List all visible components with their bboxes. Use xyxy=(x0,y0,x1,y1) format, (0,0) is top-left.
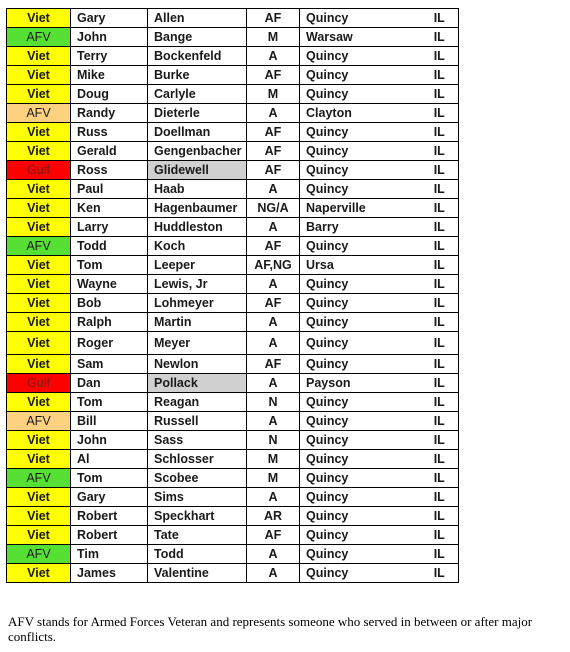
last-name-cell: Todd xyxy=(148,545,247,564)
first-name-cell: Robert xyxy=(71,507,148,526)
city-cell: Quincy xyxy=(300,9,416,28)
first-name-cell: Larry xyxy=(71,218,148,237)
last-name-cell: Doellman xyxy=(148,123,247,142)
last-name-cell: Reagan xyxy=(148,393,247,412)
first-name-cell: Gerald xyxy=(71,142,148,161)
last-name-cell: Glidewell xyxy=(148,161,247,180)
branch-cell: N xyxy=(247,431,300,450)
state-cell: IL xyxy=(421,275,459,294)
era-cell: Viet xyxy=(7,256,71,275)
table-row xyxy=(7,47,459,66)
last-name-cell: Carlyle xyxy=(148,85,247,104)
table-row xyxy=(7,488,459,507)
city-cell: Quincy xyxy=(300,161,416,180)
first-name-cell: Bob xyxy=(71,294,148,313)
city-cell: Quincy xyxy=(300,142,416,161)
era-cell: AFV xyxy=(7,104,71,123)
table-row xyxy=(7,564,459,583)
first-name-cell: Doug xyxy=(71,85,148,104)
first-name-cell: Ross xyxy=(71,161,148,180)
branch-cell: AF xyxy=(247,294,300,313)
first-name-cell: Gary xyxy=(71,488,148,507)
afv-footnote: AFV stands for Armed Forces Veteran and represents someone who served in between or after major conflicts. xyxy=(8,614,533,644)
city-cell: Quincy xyxy=(300,237,416,256)
table-row xyxy=(7,218,459,237)
era-cell: Viet xyxy=(7,180,71,199)
state-cell: IL xyxy=(421,104,459,123)
state-cell: IL xyxy=(421,313,459,332)
table-row xyxy=(7,142,459,161)
last-name-cell: Russell xyxy=(148,412,247,431)
state-cell: IL xyxy=(421,199,459,218)
branch-cell: A xyxy=(247,374,300,393)
city-cell: Quincy xyxy=(300,469,416,488)
city-cell: Payson xyxy=(300,374,416,393)
table-row xyxy=(7,256,459,275)
table-row xyxy=(7,104,459,123)
state-cell: IL xyxy=(421,256,459,275)
state-cell: IL xyxy=(421,355,459,374)
city-cell: Quincy xyxy=(300,545,416,564)
era-cell: Viet xyxy=(7,313,71,332)
first-name-cell: Paul xyxy=(71,180,148,199)
state-cell: IL xyxy=(421,66,459,85)
state-cell: IL xyxy=(421,142,459,161)
table-row xyxy=(7,313,459,332)
last-name-cell: Valentine xyxy=(148,564,247,583)
city-cell: Clayton xyxy=(300,104,416,123)
table-row xyxy=(7,374,459,393)
first-name-cell: Ralph xyxy=(71,313,148,332)
first-name-cell: James xyxy=(71,564,148,583)
city-cell: Ursa xyxy=(300,256,416,275)
last-name-cell: Huddleston xyxy=(148,218,247,237)
state-cell: IL xyxy=(421,507,459,526)
table-row xyxy=(7,355,459,374)
branch-cell: AR xyxy=(247,507,300,526)
table-row xyxy=(7,275,459,294)
branch-cell: M xyxy=(247,85,300,104)
last-name-cell: Pollack xyxy=(148,374,247,393)
last-name-cell: Gengenbacher xyxy=(148,142,247,161)
last-name-cell: Sass xyxy=(148,431,247,450)
era-cell: Viet xyxy=(7,9,71,28)
first-name-cell: Wayne xyxy=(71,275,148,294)
city-cell: Quincy xyxy=(300,355,416,374)
branch-cell: AF xyxy=(247,526,300,545)
city-cell: Quincy xyxy=(300,66,416,85)
first-name-cell: Sam xyxy=(71,355,148,374)
era-cell: Viet xyxy=(7,218,71,237)
era-cell: Gulf xyxy=(7,161,71,180)
last-name-cell: Lewis, Jr xyxy=(148,275,247,294)
table-row xyxy=(7,545,459,564)
first-name-cell: Mike xyxy=(71,66,148,85)
branch-cell: A xyxy=(247,104,300,123)
era-cell: Viet xyxy=(7,450,71,469)
last-name-cell: Bockenfeld xyxy=(148,47,247,66)
table-row xyxy=(7,450,459,469)
table-row xyxy=(7,9,459,28)
branch-cell: AF xyxy=(247,237,300,256)
first-name-cell: Terry xyxy=(71,47,148,66)
last-name-cell: Lohmeyer xyxy=(148,294,247,313)
branch-cell: N xyxy=(247,393,300,412)
state-cell: IL xyxy=(421,393,459,412)
state-cell: IL xyxy=(421,161,459,180)
era-cell: Viet xyxy=(7,507,71,526)
branch-cell: NG/A xyxy=(247,199,300,218)
state-cell: IL xyxy=(421,564,459,583)
city-cell: Quincy xyxy=(300,313,416,332)
table-row xyxy=(7,66,459,85)
branch-cell: A xyxy=(247,218,300,237)
branch-cell: A xyxy=(247,332,300,355)
state-cell: IL xyxy=(421,47,459,66)
era-cell: Viet xyxy=(7,142,71,161)
veteran-roster-table xyxy=(6,8,459,583)
branch-cell: A xyxy=(247,545,300,564)
table-row xyxy=(7,431,459,450)
last-name-cell: Burke xyxy=(148,66,247,85)
branch-cell: A xyxy=(247,47,300,66)
branch-cell: A xyxy=(247,275,300,294)
first-name-cell: Tom xyxy=(71,393,148,412)
last-name-cell: Speckhart xyxy=(148,507,247,526)
state-cell: IL xyxy=(421,9,459,28)
city-cell: Quincy xyxy=(300,180,416,199)
first-name-cell: Gary xyxy=(71,9,148,28)
city-cell: Warsaw xyxy=(300,28,416,47)
state-cell: IL xyxy=(421,526,459,545)
era-cell: AFV xyxy=(7,237,71,256)
branch-cell: M xyxy=(247,469,300,488)
table-row xyxy=(7,332,459,355)
last-name-cell: Schlosser xyxy=(148,450,247,469)
state-cell: IL xyxy=(421,294,459,313)
last-name-cell: Meyer xyxy=(148,332,247,355)
table-row xyxy=(7,294,459,313)
first-name-cell: Tom xyxy=(71,469,148,488)
era-cell: Viet xyxy=(7,294,71,313)
branch-cell: A xyxy=(247,180,300,199)
era-cell: AFV xyxy=(7,28,71,47)
state-cell: IL xyxy=(421,85,459,104)
last-name-cell: Martin xyxy=(148,313,247,332)
city-cell: Naperville xyxy=(300,199,416,218)
state-cell: IL xyxy=(421,450,459,469)
state-cell: IL xyxy=(421,28,459,47)
last-name-cell: Leeper xyxy=(148,256,247,275)
era-cell: Viet xyxy=(7,393,71,412)
state-cell: IL xyxy=(421,431,459,450)
table-row xyxy=(7,161,459,180)
branch-cell: M xyxy=(247,28,300,47)
state-cell: IL xyxy=(421,412,459,431)
city-cell: Quincy xyxy=(300,85,416,104)
first-name-cell: Dan xyxy=(71,374,148,393)
table-row xyxy=(7,85,459,104)
city-cell: Quincy xyxy=(300,275,416,294)
era-cell: AFV xyxy=(7,469,71,488)
table-row xyxy=(7,180,459,199)
first-name-cell: Todd xyxy=(71,237,148,256)
table-row xyxy=(7,526,459,545)
last-name-cell: Hagenbaumer xyxy=(148,199,247,218)
state-cell: IL xyxy=(421,237,459,256)
era-cell: Viet xyxy=(7,85,71,104)
last-name-cell: Newlon xyxy=(148,355,247,374)
table-row xyxy=(7,237,459,256)
branch-cell: AF xyxy=(247,66,300,85)
last-name-cell: Sims xyxy=(148,488,247,507)
last-name-cell: Tate xyxy=(148,526,247,545)
last-name-cell: Haab xyxy=(148,180,247,199)
state-cell: IL xyxy=(421,545,459,564)
era-cell: Viet xyxy=(7,431,71,450)
era-cell: Viet xyxy=(7,488,71,507)
branch-cell: A xyxy=(247,488,300,507)
city-cell: Quincy xyxy=(300,294,416,313)
era-cell: Gulf xyxy=(7,374,71,393)
branch-cell: A xyxy=(247,564,300,583)
era-cell: Viet xyxy=(7,564,71,583)
state-cell: IL xyxy=(421,180,459,199)
roster-body xyxy=(7,9,459,583)
city-cell: Quincy xyxy=(300,393,416,412)
branch-cell: M xyxy=(247,450,300,469)
city-cell: Quincy xyxy=(300,332,416,355)
city-cell: Quincy xyxy=(300,564,416,583)
branch-cell: AF xyxy=(247,142,300,161)
state-cell: IL xyxy=(421,488,459,507)
era-cell: Viet xyxy=(7,47,71,66)
branch-cell: AF,NG xyxy=(247,256,300,275)
era-cell: Viet xyxy=(7,355,71,374)
branch-cell: AF xyxy=(247,9,300,28)
first-name-cell: Ken xyxy=(71,199,148,218)
first-name-cell: John xyxy=(71,28,148,47)
state-cell: IL xyxy=(421,218,459,237)
branch-cell: A xyxy=(247,412,300,431)
city-cell: Quincy xyxy=(300,47,416,66)
first-name-cell: Tim xyxy=(71,545,148,564)
era-cell: Viet xyxy=(7,526,71,545)
era-cell: Viet xyxy=(7,66,71,85)
first-name-cell: Robert xyxy=(71,526,148,545)
first-name-cell: Tom xyxy=(71,256,148,275)
city-cell: Quincy xyxy=(300,450,416,469)
state-cell: IL xyxy=(421,374,459,393)
city-cell: Quincy xyxy=(300,123,416,142)
last-name-cell: Dieterle xyxy=(148,104,247,123)
city-cell: Quincy xyxy=(300,507,416,526)
city-cell: Quincy xyxy=(300,431,416,450)
state-cell: IL xyxy=(421,332,459,355)
era-cell: Viet xyxy=(7,123,71,142)
first-name-cell: Al xyxy=(71,450,148,469)
first-name-cell: Randy xyxy=(71,104,148,123)
table-row xyxy=(7,469,459,488)
city-cell: Quincy xyxy=(300,412,416,431)
city-cell: Quincy xyxy=(300,526,416,545)
table-row xyxy=(7,28,459,47)
branch-cell: AF xyxy=(247,123,300,142)
table-row xyxy=(7,123,459,142)
first-name-cell: John xyxy=(71,431,148,450)
era-cell: Viet xyxy=(7,332,71,355)
first-name-cell: Roger xyxy=(71,332,148,355)
city-cell: Quincy xyxy=(300,488,416,507)
first-name-cell: Bill xyxy=(71,412,148,431)
last-name-cell: Scobee xyxy=(148,469,247,488)
branch-cell: A xyxy=(247,313,300,332)
last-name-cell: Bange xyxy=(148,28,247,47)
table-row xyxy=(7,412,459,431)
city-cell: Barry xyxy=(300,218,416,237)
state-cell: IL xyxy=(421,123,459,142)
era-cell: Viet xyxy=(7,199,71,218)
table-row xyxy=(7,393,459,412)
table-row xyxy=(7,507,459,526)
first-name-cell: Russ xyxy=(71,123,148,142)
branch-cell: AF xyxy=(247,161,300,180)
era-cell: AFV xyxy=(7,545,71,564)
state-cell: IL xyxy=(421,469,459,488)
last-name-cell: Koch xyxy=(148,237,247,256)
era-cell: Viet xyxy=(7,275,71,294)
table-row xyxy=(7,199,459,218)
branch-cell: AF xyxy=(247,355,300,374)
era-cell: AFV xyxy=(7,412,71,431)
last-name-cell: Allen xyxy=(148,9,247,28)
